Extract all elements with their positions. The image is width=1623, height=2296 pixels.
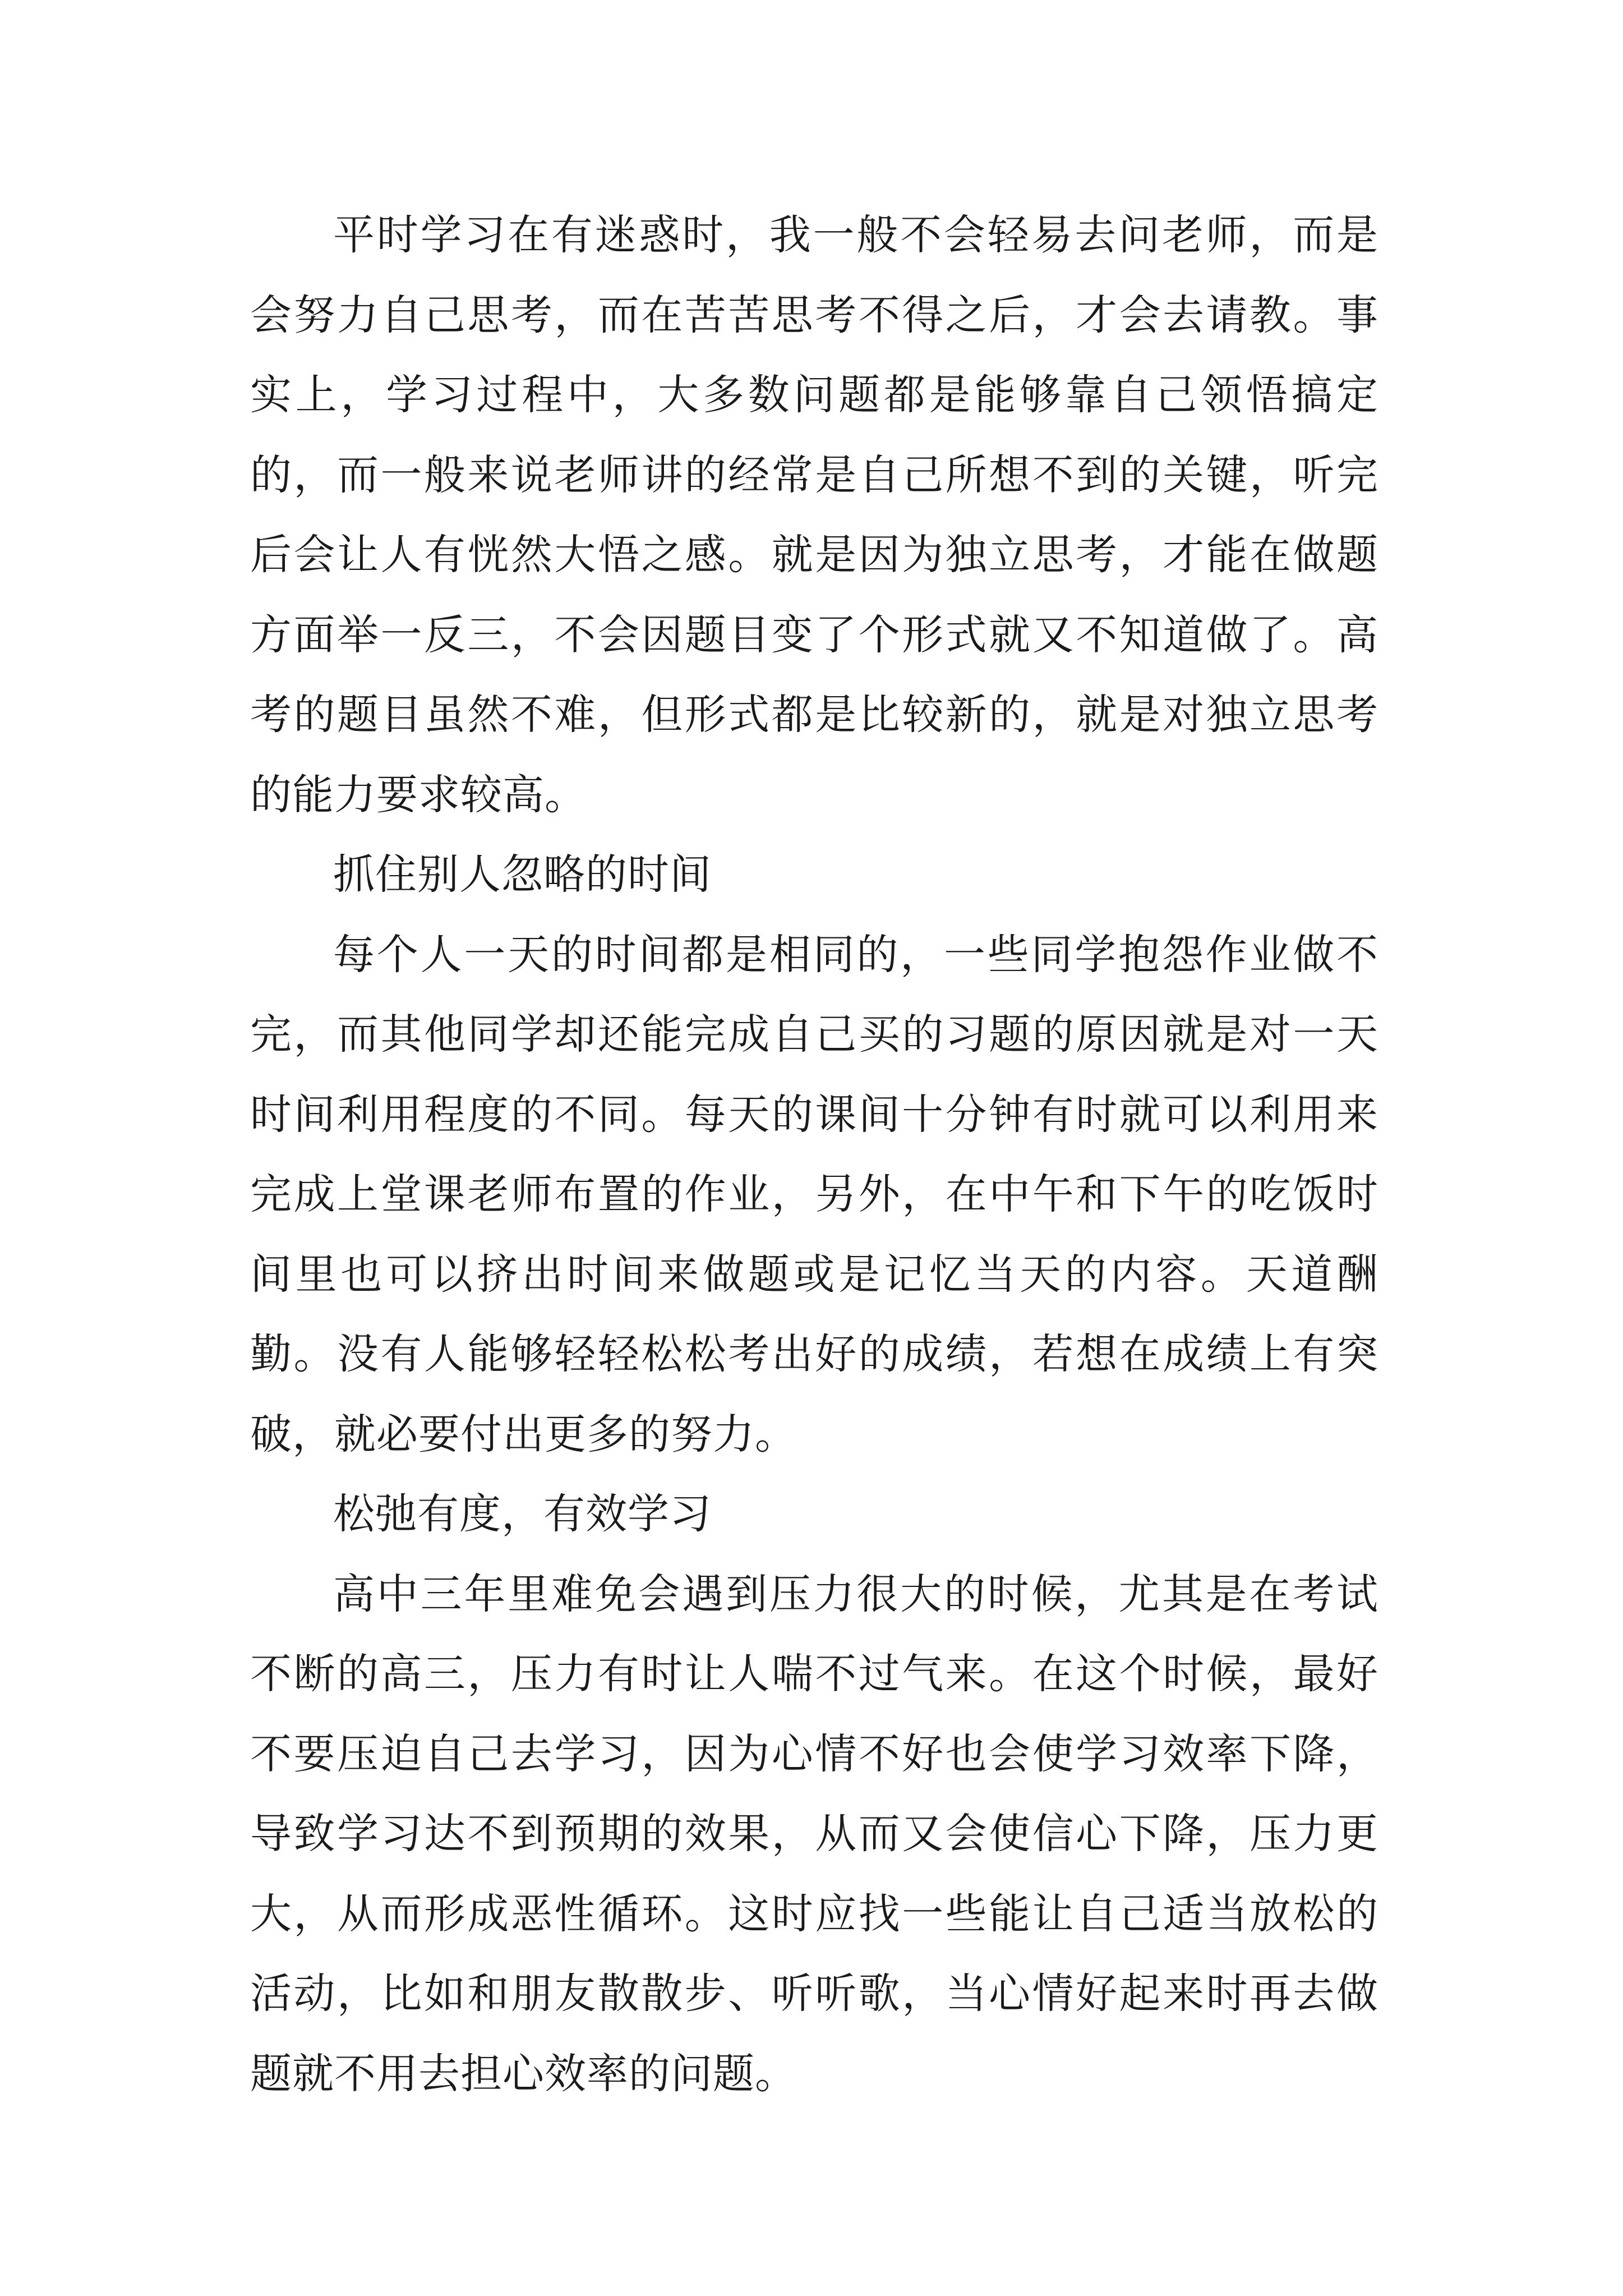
section-heading-relax-and-study: 松弛有度，有效学习 — [333, 1490, 712, 1538]
document-body — [250, 195, 1378, 2114]
paragraph-independent-thinking: 平时学习在有迷惑时，我一般不会轻易去问老师，而是会努力自己思考，而在苦苦思考不得之后，才会去请教。事实上，学习过程中，大多数问题都是能够靠自己领悟搞定的，而一般来说老师讲的经常是自己所想不到的关键，听完后会让人有恍然大悟之感。就是因为独立思考，才能在做题方面举一反三，不会因题目变了个形式就又不知道做了。高考的题目虽然不难，但形式都是比较新的，就是对独立思考的能力要求较高。 — [250, 211, 1378, 819]
paragraph-stress-relief: 高中三年里难免会遇到压力很大的时候，尤其是在考试不断的高三，压力有时让人喘不过气来。在这个时候，最好不要压迫自己去学习，因为心情不好也会使学习效率下降，导致学习达不到预期的效果，从而又会使信心下降，压力更大，从而形成恶性循环。这时应找一些能让自己适当放松的活动，比如和朋友散散步、听听歌，当心情好起来时再去做题就不用去担心效率的问题。 — [250, 1570, 1378, 2098]
paragraph-time-management: 每个人一天的时间都是相同的，一些同学抱怨作业做不完，而其他同学却还能完成自己买的习题的原因就是对一天时间利用程度的不同。每天的课间十分钟有时就可以利用来完成上堂课老师布置的作业，另外，在中午和下午的吃饭时间里也可以挤出时间来做题或是记忆当天的内容。天道酬勤。没有人能够轻轻松松考出好的成绩，若想在成绩上有突破，就必要付出更多的努力。 — [250, 930, 1378, 1458]
section-heading-use-neglected-time: 抓住别人忽略的时间 — [333, 850, 712, 899]
